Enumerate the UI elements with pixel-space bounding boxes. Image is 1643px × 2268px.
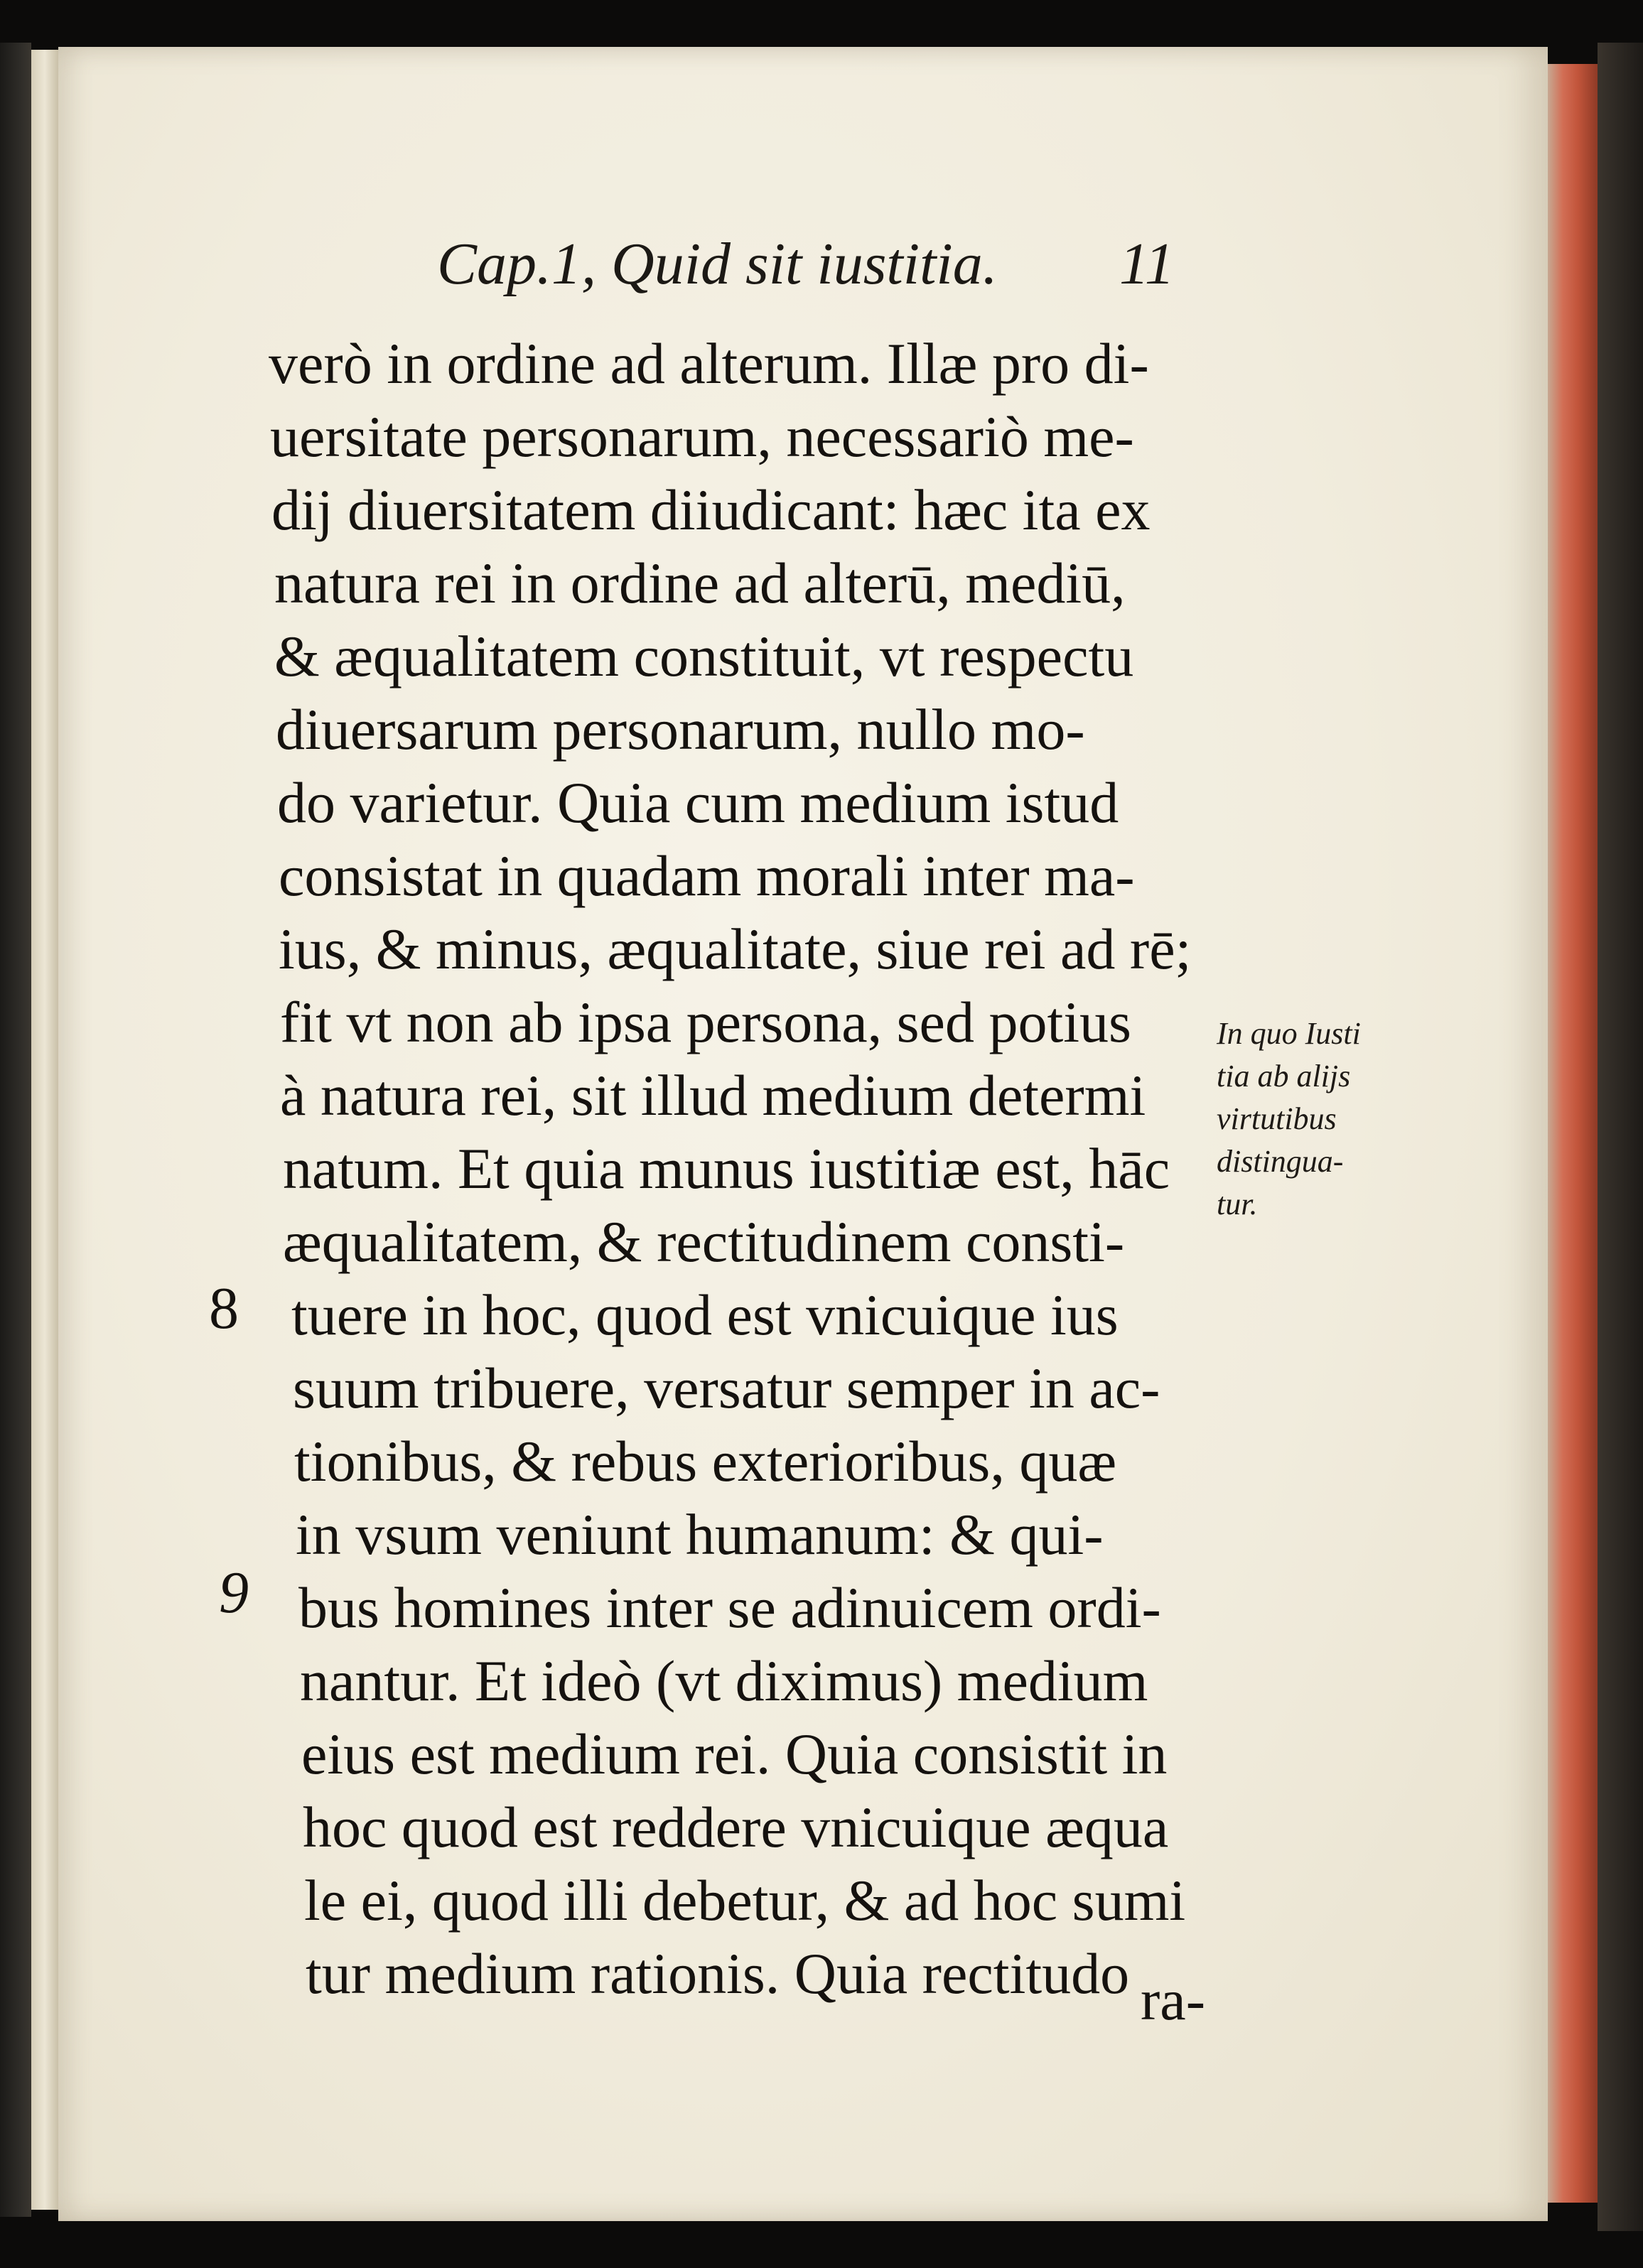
folio-number: 11: [1119, 231, 1175, 297]
text-line: le ei, quod illi debetur, & ad hoc sumi: [304, 1868, 1186, 1933]
text-line: natum. Et quia munus iustitiæ est, hāc: [283, 1136, 1170, 1201]
text-line: tionibus, & rebus exterioribus, quæ: [294, 1429, 1117, 1494]
text-line: ius, & minus, æqualitate, siue rei ad rē;: [279, 917, 1192, 981]
text-line: æqualitatem, & rectitudinem consti-: [283, 1209, 1125, 1274]
left-page-edge: [31, 50, 60, 2210]
text-line: tur medium rationis. Quia rectitudo: [306, 1941, 1130, 2006]
text-line: eius est medium rei. Quia consistit in: [301, 1722, 1168, 1786]
red-fore-edge: [1548, 64, 1598, 2203]
text-line: dij diuersitatem diiudicant: hæc ita ex: [271, 477, 1151, 542]
marginal-note-line: virtutibus: [1217, 1101, 1337, 1136]
text-line: fit vt non ab ipsa persona, sed potius: [280, 990, 1131, 1054]
text-line: hoc quod est reddere vnicuique æqua: [303, 1795, 1169, 1859]
text-line: in vsum veniunt humanum: & qui-: [296, 1502, 1104, 1567]
section-number-9: 9: [219, 1560, 249, 1626]
marginal-note-line: tur.: [1217, 1187, 1258, 1221]
text-line: do varietur. Quia cum medium istud: [277, 770, 1119, 835]
text-line: suum tribuere, versatur semper in ac-: [293, 1356, 1160, 1420]
right-cover-board: [1598, 43, 1643, 2231]
text-line: natura rei in ordine ad alterū, mediū,: [274, 551, 1126, 615]
text-line: & æqualitatem constituit, vt respectu: [274, 624, 1134, 688]
text-line: nantur. Et ideò (vt diximus) medium: [300, 1648, 1148, 1713]
text-line: verò in ordine ad alterum. Illæ pro di-: [269, 331, 1149, 396]
section-number-8: 8: [209, 1275, 239, 1341]
text-line: à natura rei, sit illud medium determi: [280, 1063, 1146, 1128]
text-line: bus homines inter se adinuicem ordi-: [298, 1575, 1161, 1640]
text-line: uersitate personarum, necessariò me-: [270, 404, 1134, 469]
running-head: [437, 229, 1205, 300]
marginal-note-line: distingua-: [1217, 1144, 1344, 1179]
left-cover-board: [0, 43, 31, 2217]
text-line: consistat in quadam morali inter ma-: [279, 843, 1135, 908]
marginal-note-line: tia ab alijs: [1217, 1059, 1351, 1094]
catchword: ra-: [1141, 1967, 1206, 2032]
marginal-note: [1217, 1012, 1430, 1226]
text-line: tuere in hoc, quod est vnicuique ius: [291, 1282, 1119, 1347]
marginal-note-line: In quo Iusti: [1217, 1016, 1361, 1051]
running-head-title: Cap.1, Quid sit iustitia.: [437, 231, 998, 297]
text-line: diuersarum personarum, nullo mo-: [276, 697, 1085, 762]
